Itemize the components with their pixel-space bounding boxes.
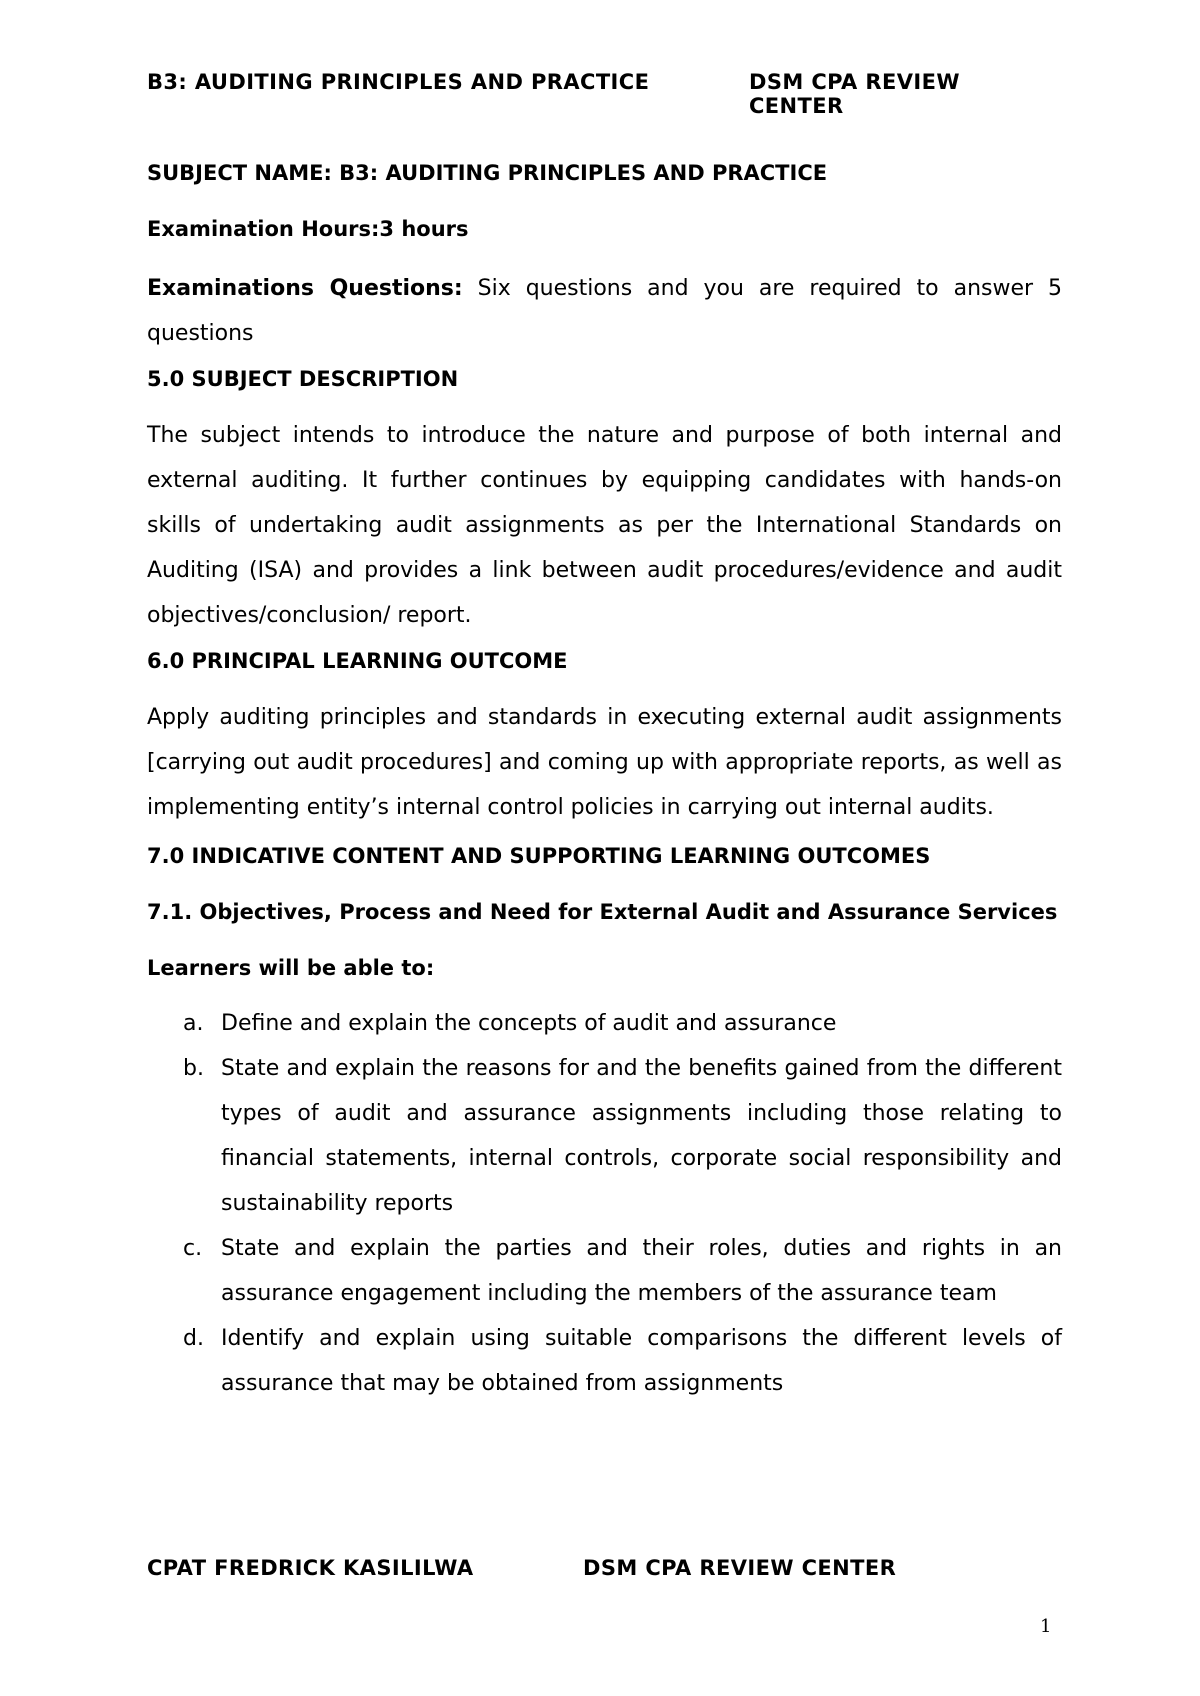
- main-content: [147, 158, 1062, 1406]
- list-item: [147, 1226, 1062, 1316]
- list-marker: d.: [183, 1326, 204, 1351]
- header-right: DSM CPA REVIEW CENTER: [749, 70, 960, 118]
- header-left: B3: AUDITING PRINCIPLES AND PRACTICE: [147, 70, 650, 94]
- page-number: 1: [1040, 1616, 1052, 1637]
- page-header: [147, 70, 1045, 118]
- section5-body: The subject intends to introduce the nature and purpose of both internal and external auditing. It further continues by equipping candidates with hands-on skills of undertaking audit assignments as per the International Standards on Auditing (ISA) and provides a link between audit procedures/evidence and audit objectives/conclusion/ report.: [147, 423, 1062, 628]
- list-item-text: Identify and explain using suitable comparisons the different levels of assurance that may be obtained from assignments: [221, 1326, 1062, 1396]
- list-item-text: State and explain the parties and their roles, duties and rights in an assurance engagement including the members of the assurance team: [221, 1236, 1062, 1306]
- exam-questions: [147, 266, 1062, 356]
- section5-heading: 5.0 SUBJECT DESCRIPTION: [147, 367, 459, 391]
- learners-lead: Learners will be able to:: [147, 956, 435, 980]
- list-marker: c.: [183, 1236, 203, 1261]
- section6-heading: 6.0 PRINCIPAL LEARNING OUTCOME: [147, 649, 568, 673]
- exam-hours: Examination Hours:3 hours: [147, 217, 469, 241]
- footer-left: CPAT FREDRICK KASILILWA: [147, 1556, 474, 1580]
- section6-body: Apply auditing principles and standards in executing external audit assignments [carrying out audit procedures] and coming up with appropriate reports, as well as implementing entity’s internal control policies in carrying out internal audits.: [147, 705, 1062, 820]
- list-item: [147, 1001, 1062, 1046]
- list-marker: a.: [183, 1011, 204, 1036]
- footer-right: DSM CPA REVIEW CENTER: [583, 1556, 897, 1580]
- exam-questions-text: Six questions and you are required to answer 5 questions: [147, 276, 1063, 346]
- list-item-text: State and explain the reasons for and the benefits gained from the different types of audit and assurance assignments including those relating to financial statements, internal controls, corporate social responsibility and sustainability reports: [221, 1056, 1062, 1216]
- list-item: [147, 1046, 1062, 1226]
- list-marker: b.: [183, 1056, 204, 1081]
- list-item-text: Define and explain the concepts of audit and assurance: [221, 1011, 837, 1036]
- exam-questions-label: Examinations Questions:: [147, 276, 463, 301]
- subject-name: SUBJECT NAME: B3: AUDITING PRINCIPLES AND PRACTICE: [147, 161, 828, 185]
- section7-heading: 7.0 INDICATIVE CONTENT AND SUPPORTING LEARNING OUTCOMES: [147, 844, 931, 868]
- list-item: [147, 1316, 1062, 1406]
- section7-1-heading: 7.1. Objectives, Process and Need for External Audit and Assurance Services: [147, 900, 1058, 924]
- page-footer: [147, 1556, 1047, 1580]
- outcomes-list: [147, 1001, 1062, 1406]
